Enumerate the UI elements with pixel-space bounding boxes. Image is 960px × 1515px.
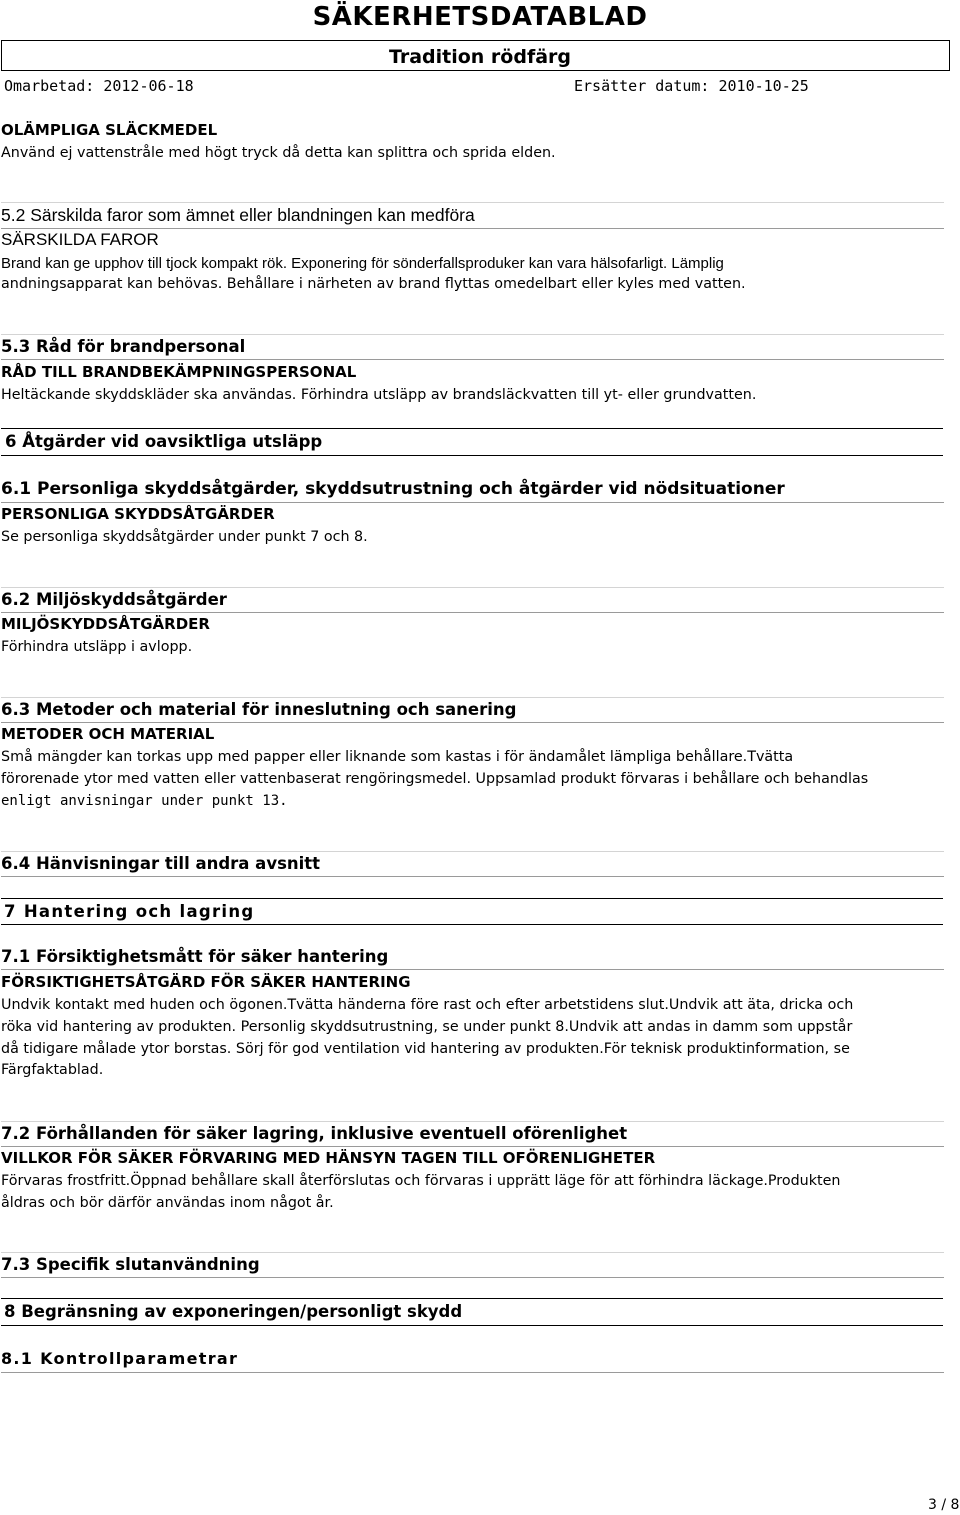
subsection-underline (1, 1146, 944, 1147)
subsection-underline (1, 1277, 944, 1278)
safe-handling-line-4: Färgfaktablad. (1, 1062, 104, 1078)
subsection-underline (1, 612, 944, 613)
subsection-title-6-1: 6.1 Personliga skyddsåtgärder, skyddsutrustning och åtgärder vid nödsituationer (1, 479, 785, 499)
firefighter-advice-heading: RÅD TILL BRANDBEKÄMPNINGSPERSONAL (1, 363, 357, 381)
subsection-underline (1, 228, 944, 229)
section-rule-bottom (1, 455, 943, 456)
section-title-8: 8 Begränsning av exponeringen/personligt skydd (4, 1302, 463, 1321)
replaces-date: Ersätter datum: 2010-10-25 (574, 77, 809, 95)
subsection-underline (1, 722, 944, 723)
subsection-rule (1, 202, 944, 203)
subsection-underline (1, 359, 944, 360)
safe-handling-line-2: röka vid hantering av produkten. Personlig skyddsutrustning, se under punkt 8.Undvik att andas in damm som uppstår (1, 1019, 853, 1035)
personal-precautions-text: Se personliga skyddsåtgärder under punkt 7 och 8. (1, 529, 368, 545)
containment-line-3: enligt anvisningar under punkt 13. (1, 793, 288, 809)
section-title-6: 6 Åtgärder vid oavsiktliga utsläpp (5, 432, 323, 451)
subsection-rule (1, 697, 944, 698)
containment-line-2: förorenade ytor med vatten eller vattenbaserat rengöringsmedel. Uppsamlad produkt förvaras i behållare och behandlas (1, 771, 869, 787)
subsection-title-5-3: 5.3 Råd för brandpersonal (1, 337, 246, 356)
firefighter-advice-text: Heltäckande skyddskläder ska användas. Förhindra utsläpp av brandsläckvatten till yt- eller grundvatten. (1, 387, 757, 403)
section-rule-bottom (1, 1325, 943, 1326)
subsection-rule (1, 1252, 944, 1253)
subsection-title-6-3: 6.3 Metoder och material för inneslutning och sanering (1, 700, 517, 719)
subsection-title-7-3: 7.3 Specifik slutanvändning (1, 1255, 260, 1274)
section-rule-top (1, 428, 943, 429)
safe-storage-heading: VILLKOR FÖR SÄKER FÖRVARING MED HÄNSYN TAGEN TILL OFÖRENLIGHETER (1, 1149, 656, 1167)
subsection-title-7-2: 7.2 Förhållanden för säker lagring, inklusive eventuell oförenlighet (1, 1124, 628, 1143)
subsection-rule (1, 1121, 944, 1122)
subsection-rule (1, 334, 944, 335)
document-title: SÄKERHETSDATABLAD (312, 2, 648, 32)
subsection-title-5-2: 5.2 Särskilda faror som ämnet eller blandningen kan medföra (1, 205, 475, 225)
unsuitable-extinguishing-text: Använd ej vattenstråle med högt tryck då detta kan splittra och sprida elden. (1, 145, 556, 161)
section-rule-top (1, 898, 943, 899)
subsection-rule (1, 851, 944, 852)
section-rule-bottom (1, 924, 943, 925)
safe-storage-line-1: Förvaras frostfritt.Öppnad behållare skall återförslutas och förvaras i upprätt läge för att förhindra läckage.Produkten (1, 1173, 841, 1189)
environmental-precautions-heading: MILJÖSKYDDSÅTGÄRDER (1, 615, 210, 633)
safe-handling-heading: FÖRSIKTIGHETSÅTGÄRD FÖR SÄKER HANTERING (1, 973, 411, 991)
environmental-precautions-text: Förhindra utsläpp i avlopp. (1, 639, 193, 655)
special-hazards-heading: SÄRSKILDA FAROR (1, 230, 159, 249)
special-hazards-line-1: Brand kan ge upphov till tjock kompakt rök. Exponering för sönderfallsproduker kan vara hälsofarligt. Lämplig (1, 255, 724, 272)
subsection-underline (1, 969, 944, 970)
unsuitable-extinguishing-heading: OLÄMPLIGA SLÄCKMEDEL (1, 121, 218, 139)
subsection-underline (1, 1372, 944, 1373)
personal-precautions-heading: PERSONLIGA SKYDDSÅTGÄRDER (1, 505, 275, 523)
safe-handling-line-1: Undvik kontakt med huden och ögonen.Tvätta händerna före rast och efter arbetstidens slut.Undvik att äta, dricka och (1, 997, 854, 1013)
subsection-underline (1, 876, 944, 877)
product-name: Tradition rödfärg (388, 46, 572, 68)
subsection-title-8-1: 8.1 Kontrollparametrar (1, 1349, 239, 1368)
subsection-underline (1, 502, 944, 503)
section-title-7: 7 Hantering och lagring (4, 902, 255, 921)
revised-date: Omarbetad: 2012-06-18 (4, 77, 194, 95)
subsection-title-7-1: 7.1 Försiktighetsmått för säker hantering (1, 947, 389, 966)
section-rule-top (1, 1298, 943, 1299)
containment-line-1: Små mängder kan torkas upp med papper eller liknande som kastas i för ändamålet lämpliga behållare.Tvätta (1, 749, 794, 765)
safe-storage-line-2: åldras och bör därför användas inom något år. (1, 1195, 334, 1211)
subsection-rule (1, 587, 944, 588)
subsection-title-6-4: 6.4 Hänvisningar till andra avsnitt (1, 854, 321, 873)
page-number: 3 / 8 (928, 1497, 960, 1513)
subsection-title-6-2: 6.2 Miljöskyddsåtgärder (1, 590, 227, 609)
special-hazards-line-2: andningsapparat kan behövas. Behållare i närheten av brand flyttas omedelbart eller kyles med vatten. (1, 276, 746, 292)
containment-methods-heading: METODER OCH MATERIAL (1, 725, 215, 743)
safe-handling-line-3: då tidigare målade ytor borstas. Sörj för god ventilation vid hantering av produkten.För teknisk produktinformation, se (1, 1041, 850, 1057)
